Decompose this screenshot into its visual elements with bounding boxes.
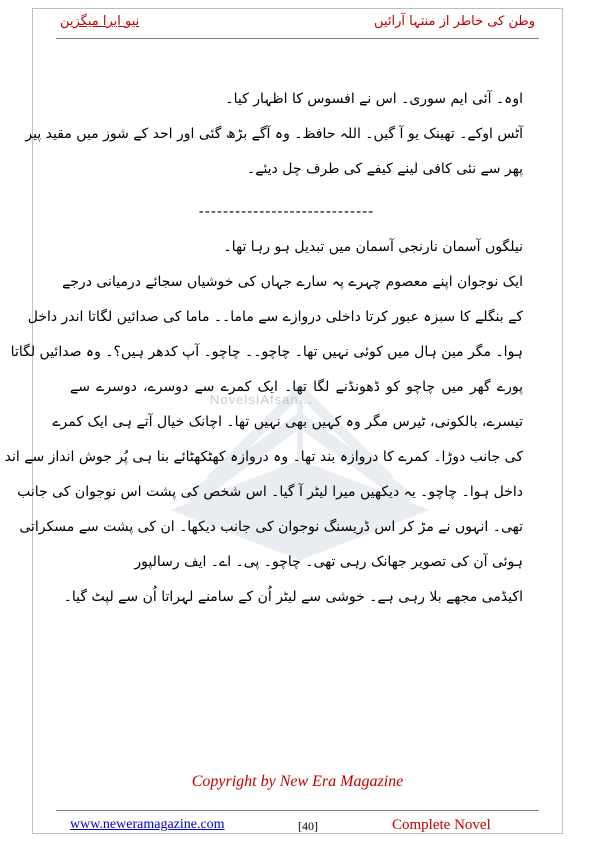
paragraph-line: اکیڈمی مجھے بلا رہی ہے۔ خوشی سے لیٹر اُن کے سامنے لہراتا اُن سے لپٹ گیا۔ [63,589,523,605]
header-divider [56,38,539,39]
paragraph-line: داخل ہوا۔ چاچو۔ یہ دیکھیں میرا لیٹر آ گیا۔ اس شخص کی پشت اس نوجوان کی جانب [17,484,523,500]
copyright-notice: Copyright by New Era Magazine [191,773,404,790]
website-link[interactable]: www.neweramagazine.com [70,817,225,832]
paragraph-line: تھی۔ انہوں نے مڑ کر اس ڈریسنگ نوجوان کی جانب دیکھا۔ ان کی پشت سے مسکراتی [19,519,523,535]
paragraph-line: پورے گھر میں چاچو کو ڈھونڈنے لگا تھا۔ ایک کمرے سے دوسرے، دوسرے سے [70,379,523,395]
paragraph-line: کے بنگلے کا سبزہ عبور کرتا داخلی دروازے سے ماما۔۔ ماما کی صدائیں لگاتا اندر داخل [27,309,523,325]
paragraph-line: کی جانب دوڑا۔ کمرے کا دروازہ بند تھا۔ وہ دروازہ کھٹکھٹائے بنا ہی پُر جوش انداز سے اند [4,449,523,465]
article-body [4,82,523,615]
paragraph-line: ایک نوجوان اپنے معصوم چہرے پہ سارے جہاں کی خوشیاں سجائے درمیانی درجے [62,274,523,290]
paragraph-line: اوہ۔ آئی ایم سوری۔ اس نے افسوس کا اظہار کیا۔ [225,91,523,107]
paragraph-line: ہوا۔ مگر مین ہال میں کوئی نہیں تھا۔ چاچو۔۔ چاچو۔ آپ کدھر ہیں؟۔ وہ صدائیں لگاتا [10,344,523,360]
paragraph-line: پھر سے نئی کافی لینے کیفے کی طرف چل دیئے۔ [247,161,523,177]
paragraph-line: نیلگوں آسمان نارنجی آسمان میں تبدیل ہو رہا تھا۔ [223,239,523,255]
section-separator: ----------------------------- [198,204,375,220]
page-number: [40] [298,819,318,833]
footer-divider [56,810,539,811]
watermark-text: NovelsIAfsan... [210,392,313,407]
header-novel-title: وطن کی خاطر از منتہا آرائیں [374,14,535,29]
paragraph-line: ہوئی آن کی تصویر جھانک رہی تھی۔ چاچو۔ پی۔ اے۔ ایف رسالپور [134,554,523,570]
paragraph-line: آٹس اوکے۔ تھینک یو آ گیں۔ اللہ حافظ۔ وہ آگے بڑھ گئی اور احد کے شوز میں مقید پیر [25,126,523,142]
footer-label: Complete Novel [392,817,491,833]
header-magazine-name[interactable]: نیو ایرا میگزین [60,14,140,29]
paragraph-line: تیسرے، بالکونی، ٹیرس مگر وہ کہیں بھی نہیں تھا۔ اچانک خیال آتے ہی ایک کمرے [52,414,523,430]
